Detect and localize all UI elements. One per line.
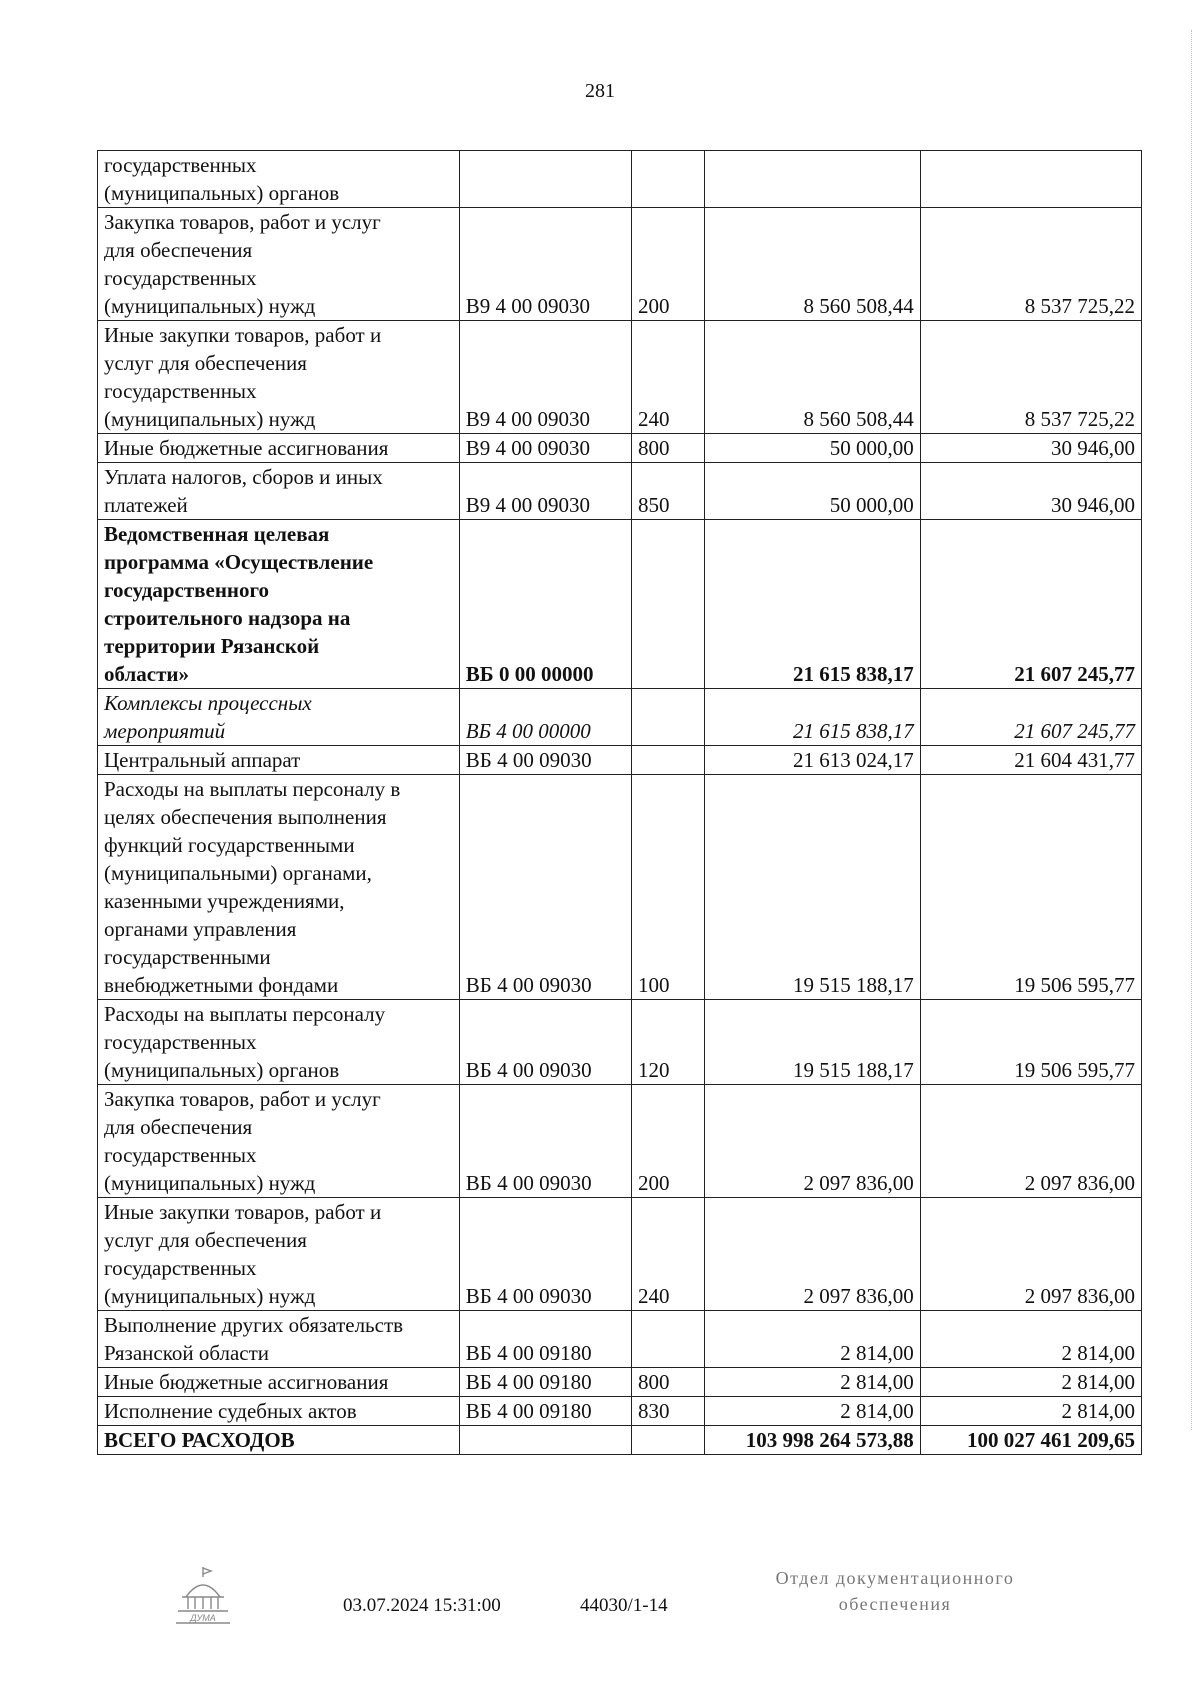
row-approved-sum-cell: 8 560 508,44 bbox=[704, 208, 920, 321]
row-name-cell: Центральный аппарат bbox=[98, 746, 460, 775]
row-executed-sum-cell: 21 607 245,77 bbox=[920, 520, 1141, 689]
row-name-cell: Ведомственная целевая программа «Осуществление государственного строительного надзора на территории Рязанской области» bbox=[98, 520, 460, 689]
table-row bbox=[98, 1311, 1142, 1368]
stamp-line-1: Отдел документационного bbox=[775, 1568, 1015, 1588]
row-vr-cell: 200 bbox=[631, 1085, 704, 1198]
row-executed-sum-cell: 2 097 836,00 bbox=[920, 1085, 1141, 1198]
row-approved-sum-cell: 8 560 508,44 bbox=[704, 321, 920, 434]
footer-datetime: 03.07.2024 15:31:00 bbox=[343, 1595, 501, 1616]
row-code-cell: ВБ 4 00 09030 bbox=[459, 1085, 631, 1198]
row-approved-sum-cell: 50 000,00 bbox=[704, 434, 920, 463]
row-name-cell: Расходы на выплаты персоналу государственных (муниципальных) органов bbox=[98, 1000, 460, 1085]
row-name-cell: Уплата налогов, сборов и иных платежей bbox=[98, 463, 460, 520]
table-row bbox=[98, 775, 1142, 1000]
row-vr-cell: 100 bbox=[631, 775, 704, 1000]
table-row bbox=[98, 434, 1142, 463]
row-name-cell: Расходы на выплаты персоналу в целях обеспечения выполнения функций государственными (муниципальными) органами, казенными учреждениями, органами управления государственными внебюджетными фондами bbox=[98, 775, 460, 1000]
row-code-cell bbox=[459, 151, 631, 208]
row-code-cell: ВБ 4 00 00000 bbox=[459, 689, 631, 746]
row-name-cell: Выполнение других обязательств Рязанской области bbox=[98, 1311, 460, 1368]
row-code-cell: ВБ 4 00 09030 bbox=[459, 775, 631, 1000]
row-executed-sum-cell: 21 604 431,77 bbox=[920, 746, 1141, 775]
expenditure-table bbox=[97, 150, 1142, 1455]
row-executed-sum-cell: 2 097 836,00 bbox=[920, 1198, 1141, 1311]
row-vr-cell: 850 bbox=[631, 463, 704, 520]
row-executed-sum-cell: 19 506 595,77 bbox=[920, 1000, 1141, 1085]
table-row bbox=[98, 463, 1142, 520]
row-executed-sum-cell: 21 607 245,77 bbox=[920, 689, 1141, 746]
row-vr-cell bbox=[631, 746, 704, 775]
row-executed-sum-cell: 30 946,00 bbox=[920, 463, 1141, 520]
row-vr-cell: 120 bbox=[631, 1000, 704, 1085]
row-code-cell: ВБ 4 00 09180 bbox=[459, 1368, 631, 1397]
row-approved-sum-cell: 19 515 188,17 bbox=[704, 1000, 920, 1085]
table-row bbox=[98, 746, 1142, 775]
table-row bbox=[98, 1000, 1142, 1085]
row-executed-sum-cell: 8 537 725,22 bbox=[920, 208, 1141, 321]
stamp-line-2: обеспечения bbox=[838, 1594, 952, 1614]
row-name-cell: Закупка товаров, работ и услуг для обеспечения государственных (муниципальных) нужд bbox=[98, 1085, 460, 1198]
row-name-cell: Комплексы процессных мероприятий bbox=[98, 689, 460, 746]
table-row bbox=[98, 151, 1142, 208]
row-code-cell: В9 4 00 09030 bbox=[459, 321, 631, 434]
row-code-cell: В9 4 00 09030 bbox=[459, 434, 631, 463]
row-approved-sum-cell: 103 998 264 573,88 bbox=[704, 1426, 920, 1455]
department-stamp bbox=[745, 1565, 1045, 1617]
table-row bbox=[98, 1397, 1142, 1426]
row-code-cell: ВБ 4 00 09030 bbox=[459, 746, 631, 775]
row-code-cell: В9 4 00 09030 bbox=[459, 208, 631, 321]
scanner-edge-artifact bbox=[1187, 30, 1192, 1430]
row-vr-cell: 830 bbox=[631, 1397, 704, 1426]
row-name-cell: Закупка товаров, работ и услуг для обеспечения государственных (муниципальных) нужд bbox=[98, 208, 460, 321]
row-code-cell: ВБ 4 00 09180 bbox=[459, 1397, 631, 1426]
row-vr-cell bbox=[631, 151, 704, 208]
row-executed-sum-cell: 2 814,00 bbox=[920, 1397, 1141, 1426]
row-executed-sum-cell: 2 814,00 bbox=[920, 1368, 1141, 1397]
row-vr-cell: 240 bbox=[631, 321, 704, 434]
row-executed-sum-cell: 8 537 725,22 bbox=[920, 321, 1141, 434]
row-code-cell: ВБ 4 00 09030 bbox=[459, 1000, 631, 1085]
row-code-cell: В9 4 00 09030 bbox=[459, 463, 631, 520]
table-row bbox=[98, 208, 1142, 321]
row-code-cell: ВБ 4 00 09180 bbox=[459, 1311, 631, 1368]
row-vr-cell: 800 bbox=[631, 1368, 704, 1397]
row-name-cell: Иные закупки товаров, работ и услуг для обеспечения государственных (муниципальных) нужд bbox=[98, 321, 460, 434]
table-row bbox=[98, 1426, 1142, 1455]
row-vr-cell bbox=[631, 520, 704, 689]
row-executed-sum-cell bbox=[920, 151, 1141, 208]
table-row bbox=[98, 1368, 1142, 1397]
row-name-cell: Иные бюджетные ассигнования bbox=[98, 1368, 460, 1397]
row-approved-sum-cell bbox=[704, 151, 920, 208]
row-vr-cell bbox=[631, 689, 704, 746]
row-executed-sum-cell: 100 027 461 209,65 bbox=[920, 1426, 1141, 1455]
table-row bbox=[98, 689, 1142, 746]
row-name-cell: Иные закупки товаров, работ и услуг для обеспечения государственных (муниципальных) нужд bbox=[98, 1198, 460, 1311]
row-vr-cell: 800 bbox=[631, 434, 704, 463]
duma-logo bbox=[168, 1565, 238, 1625]
row-approved-sum-cell: 2 814,00 bbox=[704, 1311, 920, 1368]
table-row bbox=[98, 520, 1142, 689]
row-name-cell: Исполнение судебных актов bbox=[98, 1397, 460, 1426]
row-approved-sum-cell: 19 515 188,17 bbox=[704, 775, 920, 1000]
row-approved-sum-cell: 2 814,00 bbox=[704, 1397, 920, 1426]
row-vr-cell: 240 bbox=[631, 1198, 704, 1311]
row-approved-sum-cell: 2 814,00 bbox=[704, 1368, 920, 1397]
row-approved-sum-cell: 21 615 838,17 bbox=[704, 520, 920, 689]
row-executed-sum-cell: 2 814,00 bbox=[920, 1311, 1141, 1368]
svg-text:ДУМА: ДУМА bbox=[190, 1613, 216, 1623]
page-number: 281 bbox=[585, 80, 615, 102]
row-approved-sum-cell: 50 000,00 bbox=[704, 463, 920, 520]
row-name-cell: Иные бюджетные ассигнования bbox=[98, 434, 460, 463]
row-approved-sum-cell: 2 097 836,00 bbox=[704, 1085, 920, 1198]
row-approved-sum-cell: 2 097 836,00 bbox=[704, 1198, 920, 1311]
footer-document-number: 44030/1-14 bbox=[580, 1595, 668, 1616]
table-row bbox=[98, 1198, 1142, 1311]
row-executed-sum-cell: 19 506 595,77 bbox=[920, 775, 1141, 1000]
row-vr-cell: 200 bbox=[631, 208, 704, 321]
row-approved-sum-cell: 21 615 838,17 bbox=[704, 689, 920, 746]
row-vr-cell bbox=[631, 1311, 704, 1368]
row-executed-sum-cell: 30 946,00 bbox=[920, 434, 1141, 463]
expenditure-table-body bbox=[98, 151, 1142, 1455]
table-row bbox=[98, 1085, 1142, 1198]
row-code-cell: ВБ 0 00 00000 bbox=[459, 520, 631, 689]
row-code-cell bbox=[459, 1426, 631, 1455]
row-vr-cell bbox=[631, 1426, 704, 1455]
table-row bbox=[98, 321, 1142, 434]
row-approved-sum-cell: 21 613 024,17 bbox=[704, 746, 920, 775]
row-name-cell: государственных (муниципальных) органов bbox=[98, 151, 460, 208]
row-name-cell: ВСЕГО РАСХОДОВ bbox=[98, 1426, 460, 1455]
row-code-cell: ВБ 4 00 09030 bbox=[459, 1198, 631, 1311]
